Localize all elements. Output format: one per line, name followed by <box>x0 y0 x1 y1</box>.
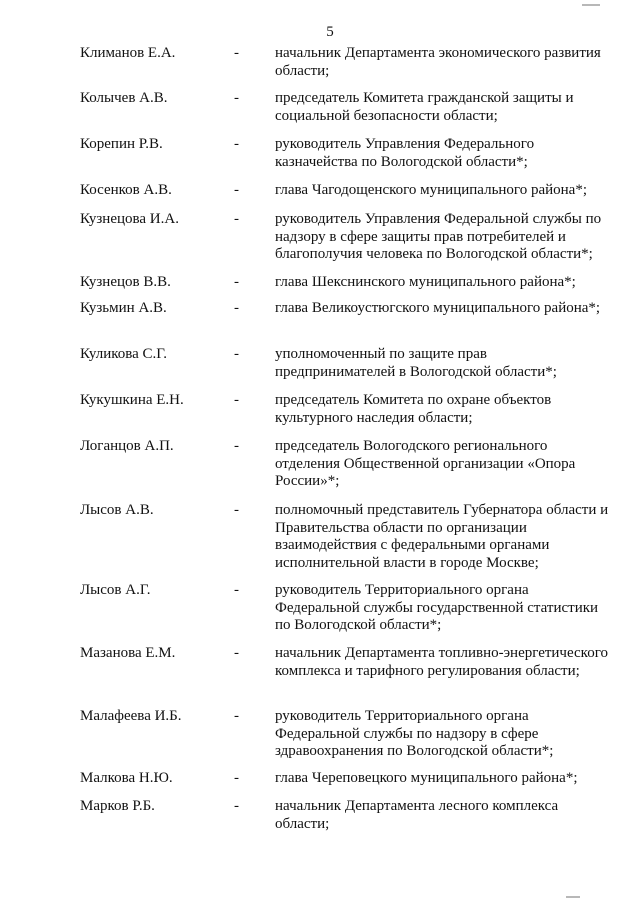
member-position: глава Шекснинского муниципального района*; <box>275 274 576 290</box>
member-position: начальник Департамента экономического развития области; <box>275 45 601 79</box>
dash-separator: - <box>234 211 239 227</box>
member-name: Лысов А.Г. <box>80 582 151 598</box>
dash-separator: - <box>234 45 239 61</box>
member-position: руководитель Территориального органа Федеральной службы государственной статистики по Вологодской области*; <box>275 582 599 633</box>
member-name: Кукушкина Е.Н. <box>80 392 184 408</box>
dash-separator: - <box>234 136 239 152</box>
dash-separator: - <box>234 770 239 786</box>
member-position: руководитель Управления Федеральной службы по надзору в сфере защиты прав потребителей и благополучия человека по Вологодской области*; <box>275 211 602 262</box>
member-name: Колычев А.В. <box>80 90 168 106</box>
dash-separator: - <box>234 708 239 724</box>
dash-separator: - <box>234 502 239 518</box>
member-position: глава Чагодощенского муниципального района*; <box>275 182 587 198</box>
member-position: уполномоченный по защите прав предпринимателей в Вологодской области*; <box>275 346 557 380</box>
member-position: глава Череповецкого муниципального района*; <box>275 770 578 786</box>
member-name: Кузнецова И.А. <box>80 211 179 227</box>
dash-separator: - <box>234 274 239 290</box>
member-position: начальник Департамента лесного комплекса области; <box>275 798 559 832</box>
member-position: председатель Комитета по охране объектов культурного наследия области; <box>275 392 552 426</box>
scan-mark-top <box>582 4 600 6</box>
member-position: руководитель Территориального органа Федеральной службы по надзору в сфере здравоохранения по Вологодской области*; <box>275 708 554 759</box>
member-name: Климанов Е.А. <box>80 45 176 61</box>
member-position: председатель Комитета гражданской защиты и социальной безопасности области; <box>275 90 574 124</box>
dash-separator: - <box>234 182 239 198</box>
dash-separator: - <box>234 346 239 362</box>
dash-separator: - <box>234 798 239 814</box>
member-name: Косенков А.В. <box>80 182 172 198</box>
scan-mark-bottom <box>566 896 580 898</box>
member-name: Малкова Н.Ю. <box>80 770 173 786</box>
member-name: Кузьмин А.В. <box>80 300 167 316</box>
member-name: Кузнецов В.В. <box>80 274 171 290</box>
dash-separator: - <box>234 645 239 661</box>
dash-separator: - <box>234 438 239 454</box>
member-position: начальник Департамента топливно-энергетического комплекса и тарифного регулирования области; <box>275 645 608 679</box>
member-position: руководитель Управления Федерального казначейства по Вологодской области*; <box>275 136 535 170</box>
member-name: Малафеева И.Б. <box>80 708 182 724</box>
member-position: председатель Вологодского регионального отделения Общественной организации «Опора России»*; <box>275 438 576 489</box>
member-name: Мазанова Е.М. <box>80 645 176 661</box>
member-position: глава Великоустюгского муниципального района*; <box>275 300 601 316</box>
member-position: полномочный представитель Губернатора области и Правительства области по организации взаимодействия с федеральными органами исполнительной власти в городе Москве; <box>275 502 609 571</box>
dash-separator: - <box>234 392 239 408</box>
dash-separator: - <box>234 300 239 316</box>
member-name: Лысов А.В. <box>80 502 154 518</box>
member-name: Куликова С.Г. <box>80 346 168 362</box>
dash-separator: - <box>234 582 239 598</box>
member-name: Корепин Р.В. <box>80 136 163 152</box>
dash-separator: - <box>234 90 239 106</box>
member-name: Марков Р.Б. <box>80 798 155 814</box>
member-name: Логанцов А.П. <box>80 438 174 454</box>
page-number: 5 <box>326 24 334 40</box>
